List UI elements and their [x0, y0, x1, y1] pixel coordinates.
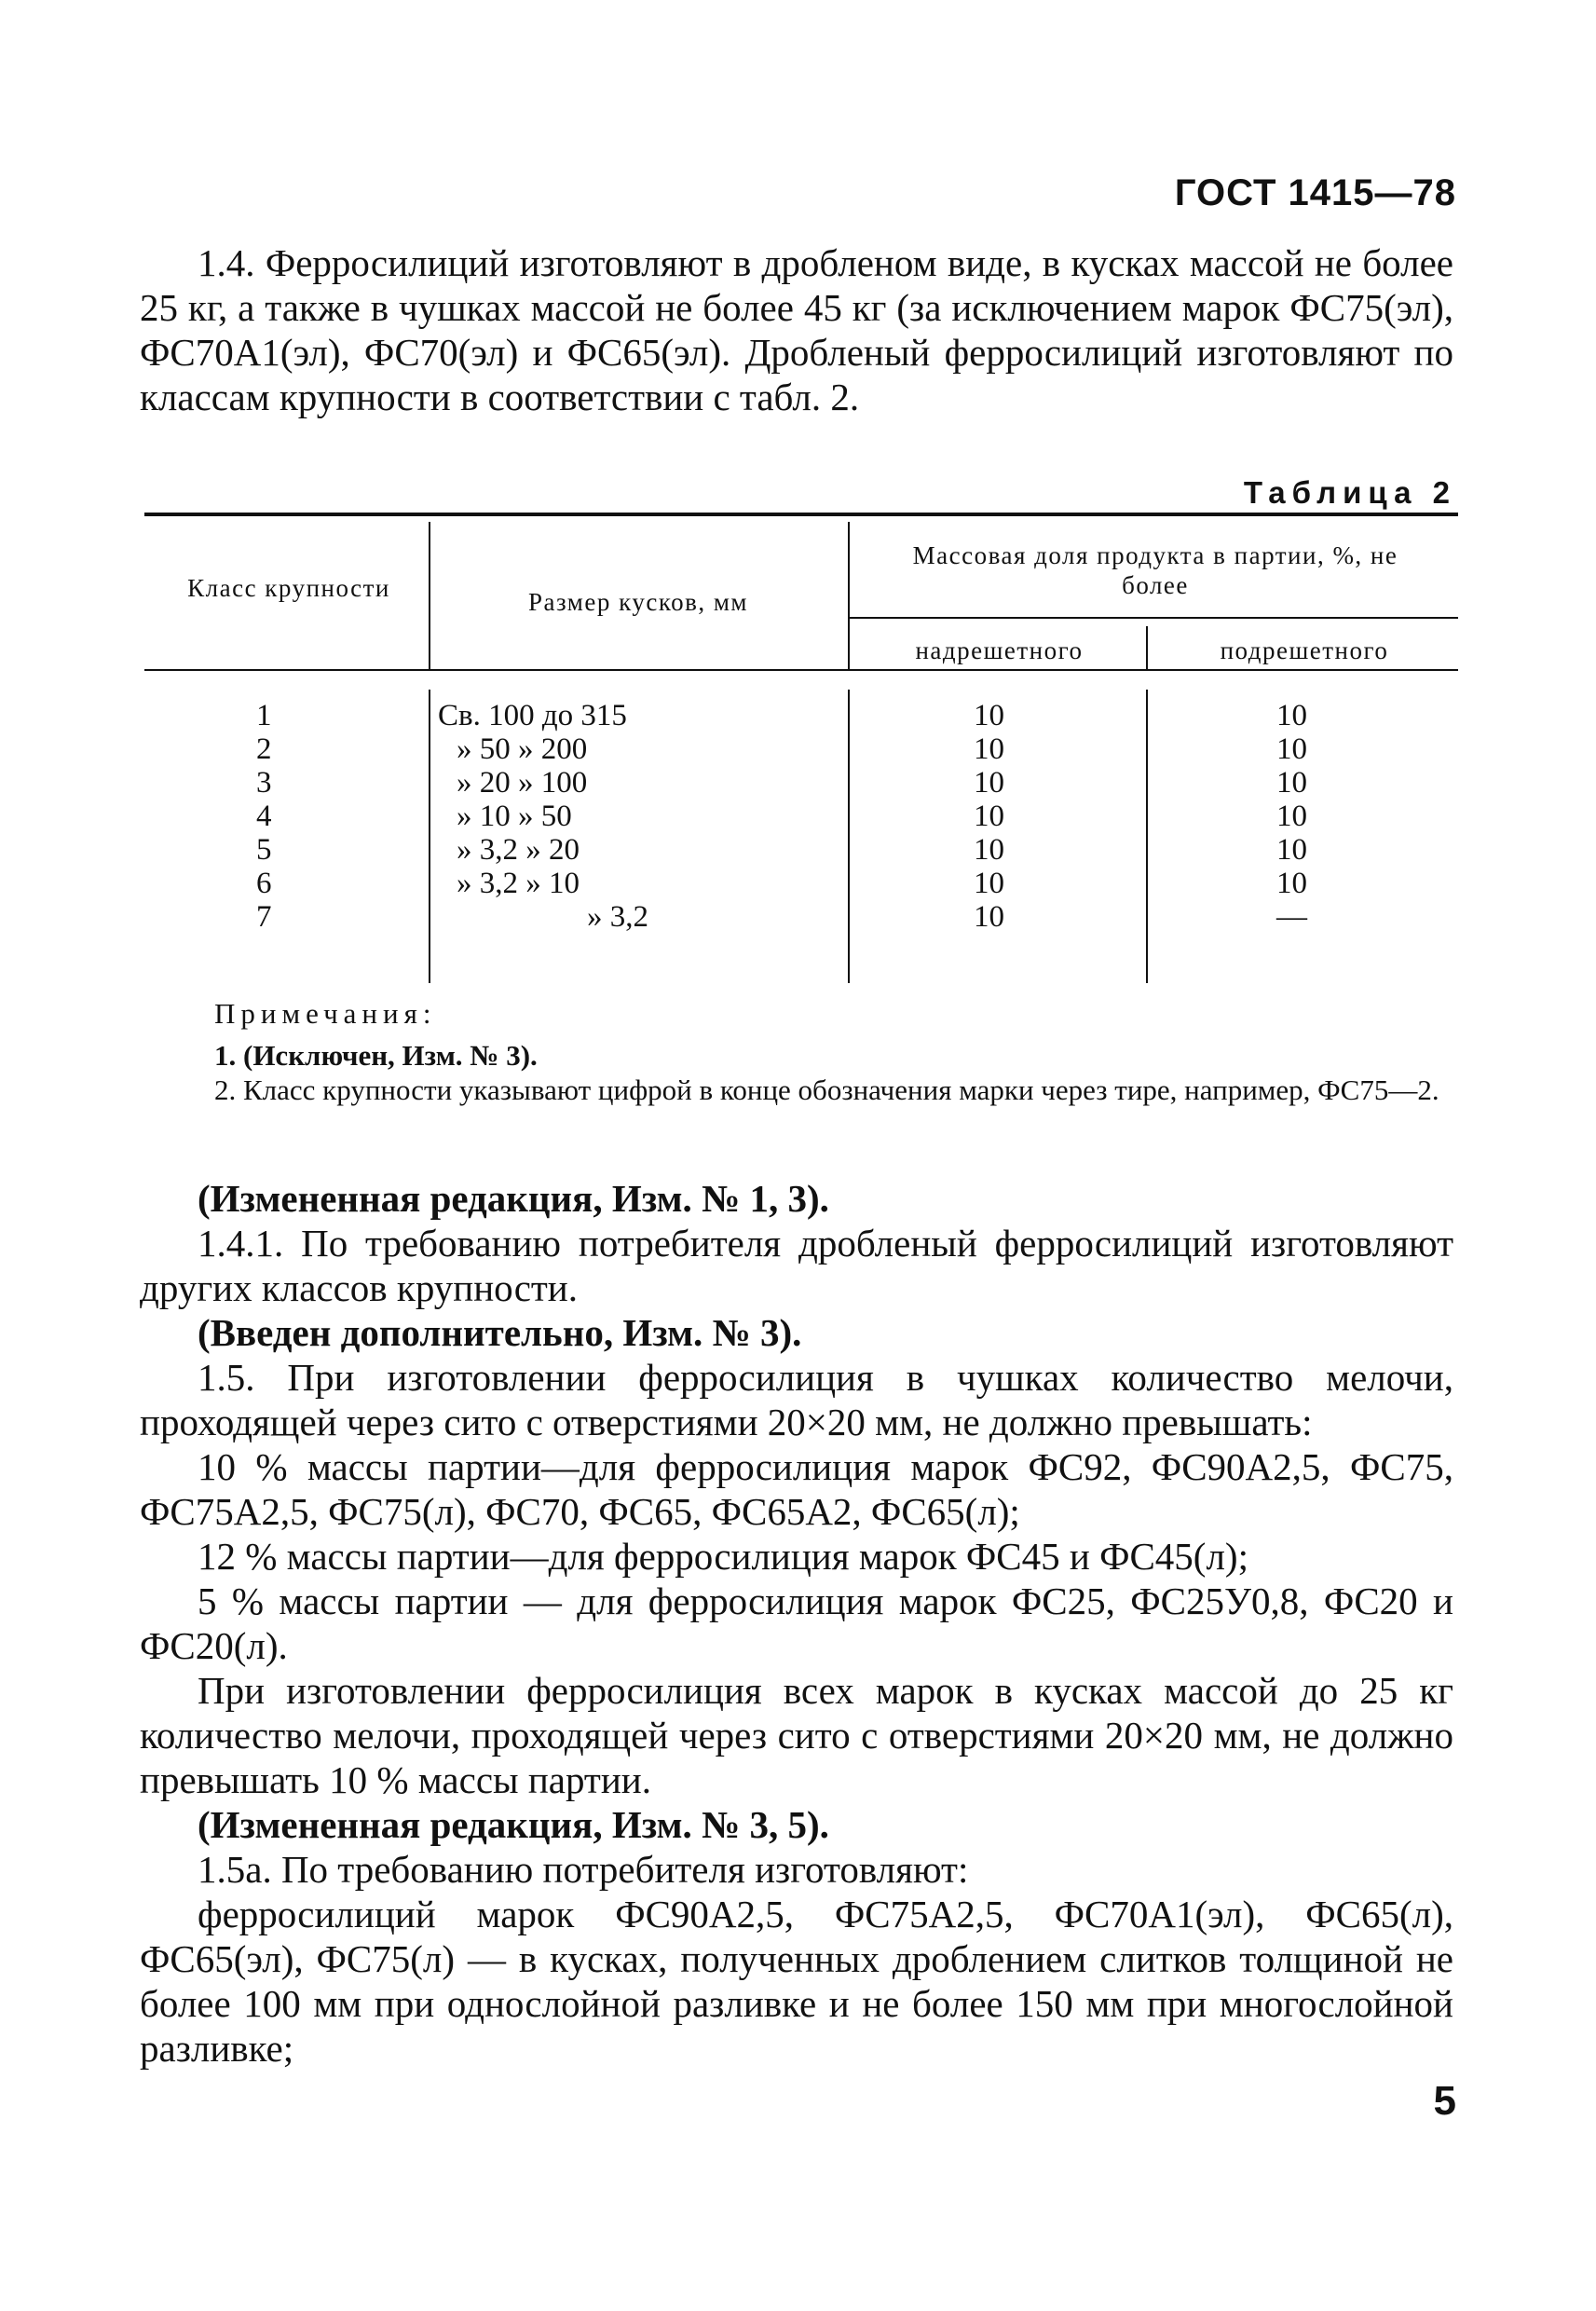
added-note-3: (Введен дополнительно, Изм. № 3). — [198, 1311, 802, 1354]
subheader-rule — [850, 617, 1458, 619]
cell-class: 2 — [256, 732, 272, 766]
amendment-3-5: (Измененная редакция, Изм. № 3, 5). — [198, 1803, 829, 1846]
cell-over: 10 — [974, 867, 1004, 900]
table-2 — [144, 513, 1458, 983]
cell-size: » 10 » 50 — [457, 800, 572, 833]
cell-size: » 20 » 100 — [457, 766, 588, 800]
cell-class: 5 — [256, 833, 272, 867]
cell-under: 10 — [1276, 732, 1307, 766]
cell-over: 10 — [974, 732, 1004, 766]
cell-over: 10 — [974, 833, 1004, 867]
section-1-4 — [140, 240, 1453, 419]
cell-under: 10 — [1276, 699, 1307, 732]
cell-under: 10 — [1276, 867, 1307, 900]
table-caption: Таблица 2 — [1243, 475, 1456, 510]
table-notes — [214, 997, 1481, 1107]
header-class: Класс крупности — [187, 574, 390, 602]
paragraph-1-4-1: 1.4.1. По требованию потребителя дробленый ферросилиций изготовляют других классов крупности. — [140, 1222, 1453, 1309]
cell-over: 10 — [974, 800, 1004, 833]
paragraph-1-5a: 1.5а. По требованию потребителя изготовляют: — [198, 1848, 969, 1891]
section-body — [140, 1176, 1453, 2071]
cell-size: » 3,2 — [587, 900, 648, 934]
cell-under: — — [1276, 900, 1307, 934]
col-divider-1-body — [429, 690, 430, 983]
paragraph-1-4: 1.4. Ферросилиций изготовляют в дробленом виде, в кусках массой не более 25 кг, а также в чушках массой не более 45 кг (за исключением марок ФС75(эл), ФС70А1(эл), ФС70(эл) и ФС65(эл). Дробленый ферросилиций изготовляют по классам крупности в соответствии с табл. 2. — [140, 241, 1453, 418]
document-header: ГОСТ 1415—78 — [1174, 172, 1456, 213]
cell-class: 3 — [256, 766, 272, 800]
col-divider-3-body — [1146, 690, 1148, 983]
cell-under: 10 — [1276, 800, 1307, 833]
header-over: надрешетного — [915, 636, 1084, 664]
cell-class: 6 — [256, 867, 272, 900]
paragraph-all-grades: При изготовлении ферросилиция всех марок в кусках массой до 25 кг количество мелочи, проходящей через сито с отверстиями 20×20 мм, не должно превышать 10 % массы партии. — [140, 1669, 1453, 1801]
cell-over: 10 — [974, 699, 1004, 732]
col-divider-2-body — [848, 690, 850, 983]
header-size: Размер кусков, мм — [528, 588, 748, 616]
cell-size: » 3,2 » 20 — [457, 833, 580, 867]
cell-over: 10 — [974, 900, 1004, 934]
cell-size: » 50 » 200 — [457, 732, 588, 766]
cell-size: » 3,2 » 10 — [457, 867, 580, 900]
header-mass-share: Массовая доля продукта в партии, %, не более — [912, 541, 1398, 599]
col-divider-2-header — [848, 522, 850, 669]
paragraph-10-percent: 10 % массы партии—для ферросилиция марок ФС92, ФС90А2,5, ФС75, ФС75А2,5, ФС75(л), ФС70, ФС65, ФС65А2, ФС65(л); — [140, 1445, 1453, 1533]
paragraph-1-5a-text: ферросилиций марок ФС90А2,5, ФС75А2,5, ФС70А1(эл), ФС65(л), ФС65(эл), ФС75(л) — в кусках, полученных дроблением слитков толщиной не более 100 мм при однослойной разливке и не более 150 мм при многослойной разливке; — [140, 1893, 1453, 2070]
paragraph-1-5: 1.5. При изготовлении ферросилиция в чушках количество мелочи, проходящей через сито с отверстиями 20×20 мм, не должно превышать: — [140, 1356, 1453, 1443]
note-1: 1. (Исключен, Изм. № 3). — [214, 1039, 538, 1072]
note-2: 2. Класс крупности указывают цифрой в конце обозначения марки через тире, например, ФС75—2. — [214, 1073, 1439, 1106]
cell-class: 1 — [256, 699, 272, 732]
cell-class: 7 — [256, 900, 272, 934]
notes-title: Примечания: — [214, 997, 437, 1030]
amendment-1-3: (Измененная редакция, Изм. № 1, 3). — [198, 1177, 829, 1220]
cell-size: Св. 100 до 315 — [438, 699, 627, 732]
table-top-rule — [144, 513, 1458, 516]
header-under: подрешетного — [1220, 636, 1389, 664]
paragraph-12-percent: 12 % массы партии—для ферросилиция марок ФС45 и ФС45(л); — [198, 1535, 1248, 1578]
col-divider-3-header — [1146, 626, 1148, 669]
page-number: 5 — [1433, 2078, 1456, 2124]
cell-under: 10 — [1276, 833, 1307, 867]
cell-under: 10 — [1276, 766, 1307, 800]
paragraph-5-percent: 5 % массы партии — для ферросилиция марок ФС25, ФС25У0,8, ФС20 и ФС20(л). — [140, 1579, 1453, 1667]
table-header-rule — [144, 669, 1458, 671]
col-divider-1-header — [429, 522, 430, 669]
cell-over: 10 — [974, 766, 1004, 800]
cell-class: 4 — [256, 800, 272, 833]
